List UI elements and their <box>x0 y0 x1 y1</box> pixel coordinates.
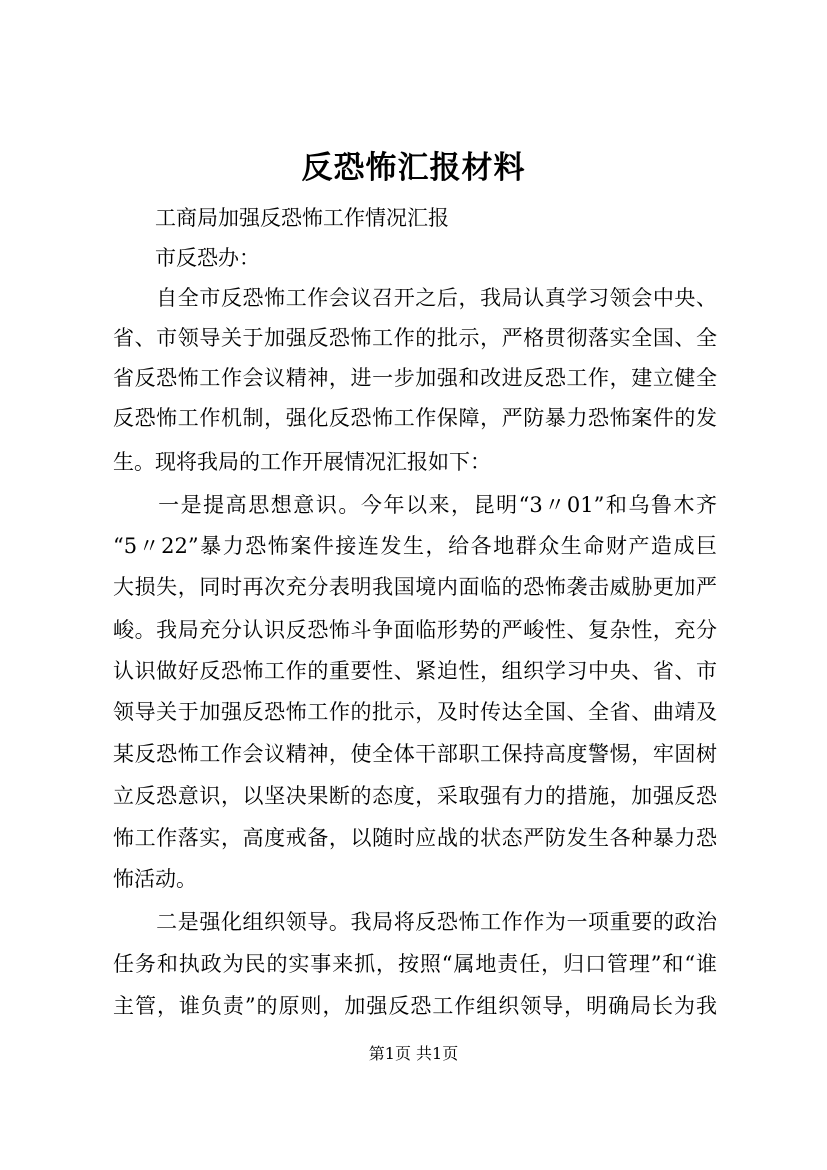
body-line: 任务和执政为民的实事来抓，按照“属地责任，归口管理”和“谁 <box>113 952 717 976</box>
body-line: 省反恐怖工作会议精神，进一步加强和改进反恐工作，建立健全 <box>113 366 717 390</box>
body-line: 某反恐怖工作会议精神，使全体干部职工保持高度警惕，牢固树 <box>113 742 717 766</box>
body-line: 反恐怖工作机制，强化反恐怖工作保障，严防暴力恐怖案件的发 <box>113 406 717 430</box>
body-line: 工商局加强反恐怖工作情况汇报 <box>113 206 449 230</box>
document-title: 反恐怖汇报材料 <box>301 150 526 186</box>
page-footer: 第1页 共1页 <box>368 1044 459 1063</box>
body-line: 市反恐办： <box>113 246 260 270</box>
body-line: 主管，谁负责”的原则，加强反恐工作组织领导，明确局长为我 <box>113 994 717 1018</box>
body-line: 二是强化组织领导。我局将反恐怖工作作为一项重要的政治 <box>113 910 717 934</box>
body-line: 一是提高思想意识。今年以来，昆明“3〃01”和乌鲁木齐 <box>113 493 717 517</box>
body-line: “5〃22”暴力恐怖案件接连发生，给各地群众生命财产造成巨 <box>113 534 717 558</box>
body-line: 省、市领导关于加强反恐怖工作的批示，严格贯彻落实全国、全 <box>113 326 717 350</box>
body-line: 峻。我局充分认识反恐怖斗争面临形势的严峻性、复杂性，充分 <box>113 618 717 642</box>
body-line: 生。现将我局的工作开展情况汇报如下： <box>113 450 491 474</box>
body-line: 自全市反恐怖工作会议召开之后，我局认真学习领会中央、 <box>113 286 717 310</box>
body-line: 怖工作落实，高度戒备，以随时应战的状态严防发生各种暴力恐 <box>113 826 717 850</box>
body-line: 大损失，同时再次充分表明我国境内面临的恐怖袭击威胁更加严 <box>113 575 717 599</box>
body-line: 认识做好反恐怖工作的重要性、紧迫性，组织学习中央、省、市 <box>113 659 717 683</box>
body-line: 怖活动。 <box>113 867 197 891</box>
body-line: 立反恐意识，以坚决果断的态度，采取强有力的措施，加强反恐 <box>113 784 717 808</box>
body-line: 领导关于加强反恐怖工作的批示，及时传达全国、全省、曲靖及 <box>113 700 717 724</box>
